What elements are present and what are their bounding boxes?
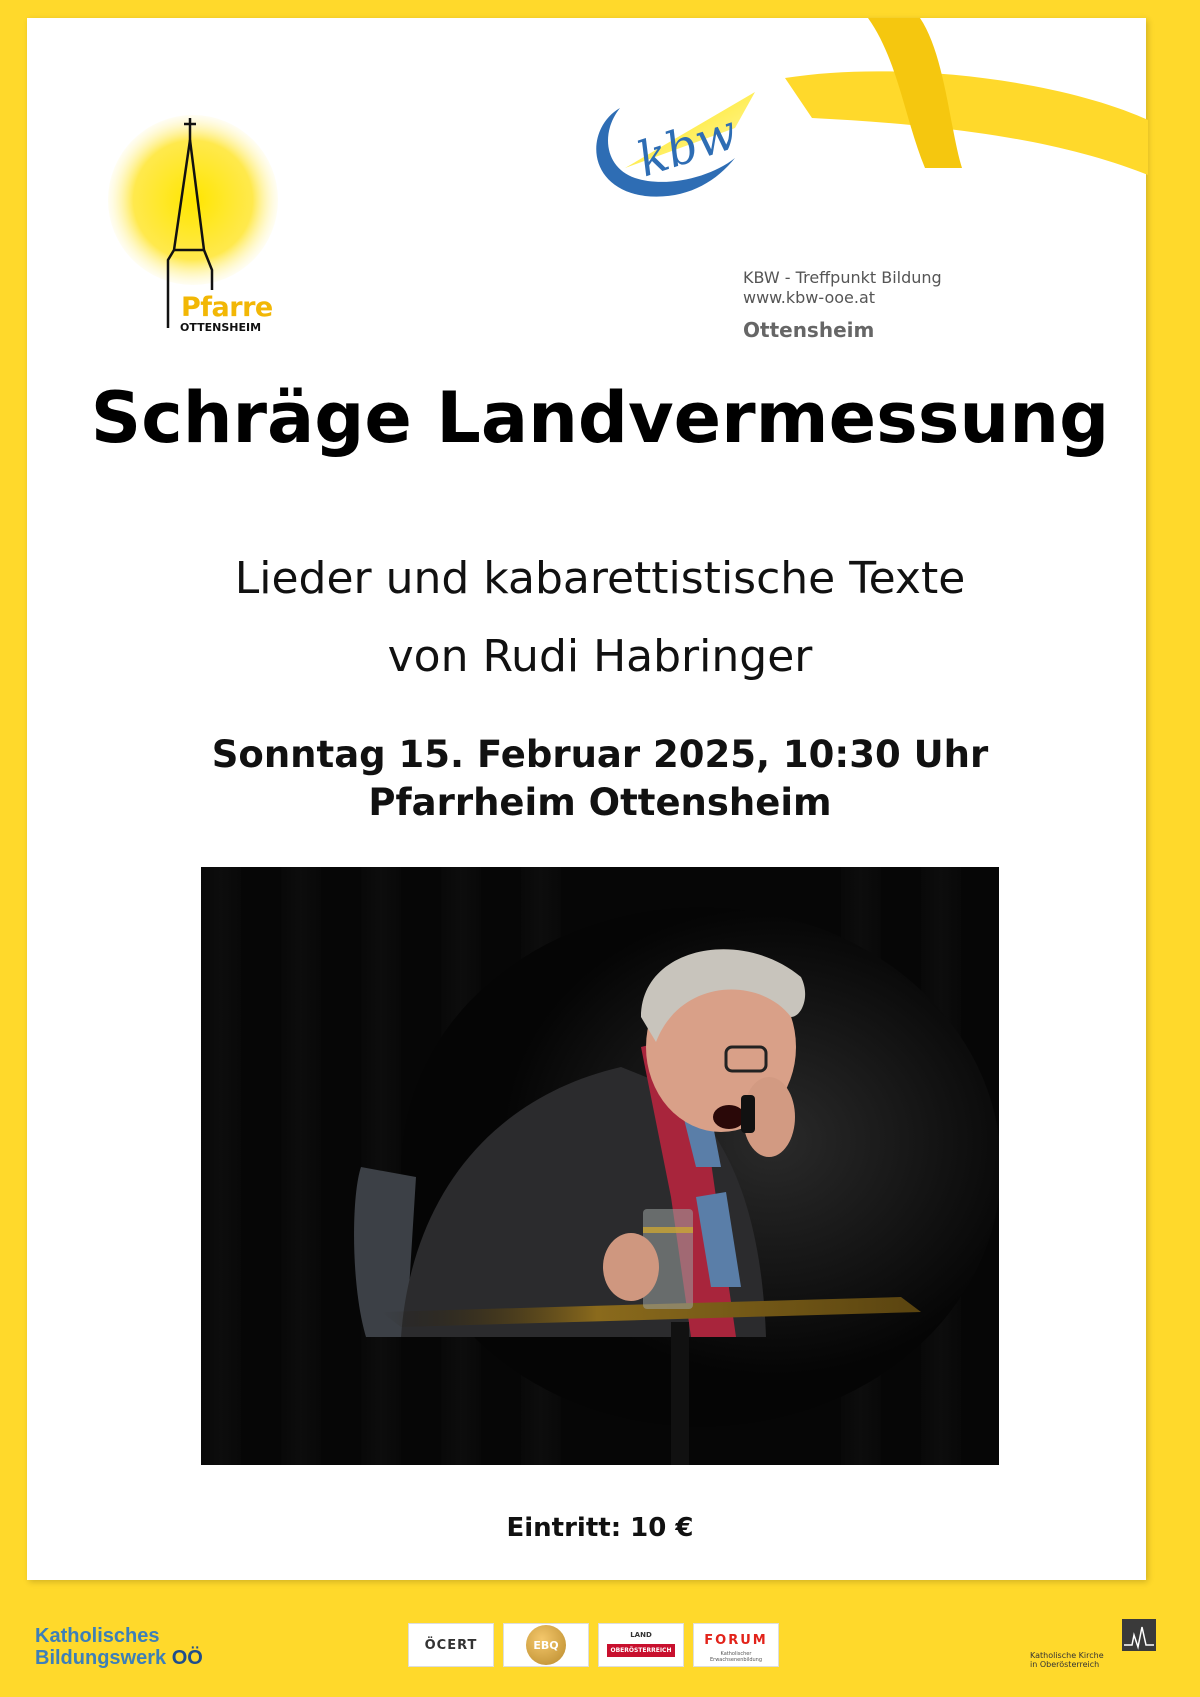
ebq-label: EBQ bbox=[533, 1638, 559, 1652]
forum-label: FORUM bbox=[704, 1633, 768, 1648]
forum-badge bbox=[693, 1623, 779, 1667]
event-title: Schräge Landvermessung bbox=[90, 377, 1110, 459]
ebq-badge bbox=[503, 1623, 589, 1667]
land-strip-label: OBERÖSTERREICH bbox=[607, 1644, 675, 1657]
kirche-line1: Katholische Kirche bbox=[1030, 1651, 1104, 1660]
footer-kbw-line2: Bildungswerk bbox=[35, 1647, 167, 1669]
kbw-info-block bbox=[743, 268, 942, 340]
forum-sub-label: Katholischer Erwachsenenbildung bbox=[709, 1651, 763, 1663]
pfarre-logo-word: Pfarre bbox=[181, 292, 273, 323]
kbw-logo bbox=[585, 88, 760, 208]
land-label: LAND bbox=[630, 1631, 652, 1639]
partner-badges bbox=[408, 1623, 779, 1667]
kbw-org: KBW - Treffpunkt Bildung bbox=[743, 268, 942, 287]
land-ooe-badge bbox=[598, 1623, 684, 1667]
kirche-text bbox=[1030, 1651, 1170, 1669]
kbw-location: Ottensheim bbox=[743, 318, 875, 342]
ocert-badge bbox=[408, 1623, 494, 1667]
kbw-logo-text: kbw bbox=[630, 103, 745, 189]
event-subtitle bbox=[27, 540, 1173, 696]
kbw-url[interactable]: www.kbw-ooe.at bbox=[743, 288, 876, 307]
subtitle-line-2: von Rudi Habringer bbox=[387, 631, 813, 682]
pfarre-logo-place: OTTENSHEIM bbox=[180, 321, 262, 334]
subtitle-line-1: Lieder und kabarettistische Texte bbox=[234, 553, 966, 604]
footer-kbw-logo bbox=[35, 1625, 203, 1669]
ocert-label: ÖCERT bbox=[424, 1637, 478, 1653]
event-venue: Pfarrheim Ottensheim bbox=[368, 781, 832, 824]
performer-photo bbox=[201, 867, 999, 1465]
kirche-line2: in Oberösterreich bbox=[1030, 1660, 1100, 1669]
footer-kbw-oo: OÖ bbox=[171, 1647, 203, 1669]
event-details bbox=[27, 731, 1173, 827]
admission-price: Eintritt: 10 € bbox=[506, 1513, 694, 1543]
footer-kbw-line1: Katholisches bbox=[35, 1625, 160, 1647]
ebq-seal-icon bbox=[526, 1625, 566, 1665]
event-date-time: Sonntag 15. Februar 2025, 10:30 Uhr bbox=[211, 733, 989, 776]
